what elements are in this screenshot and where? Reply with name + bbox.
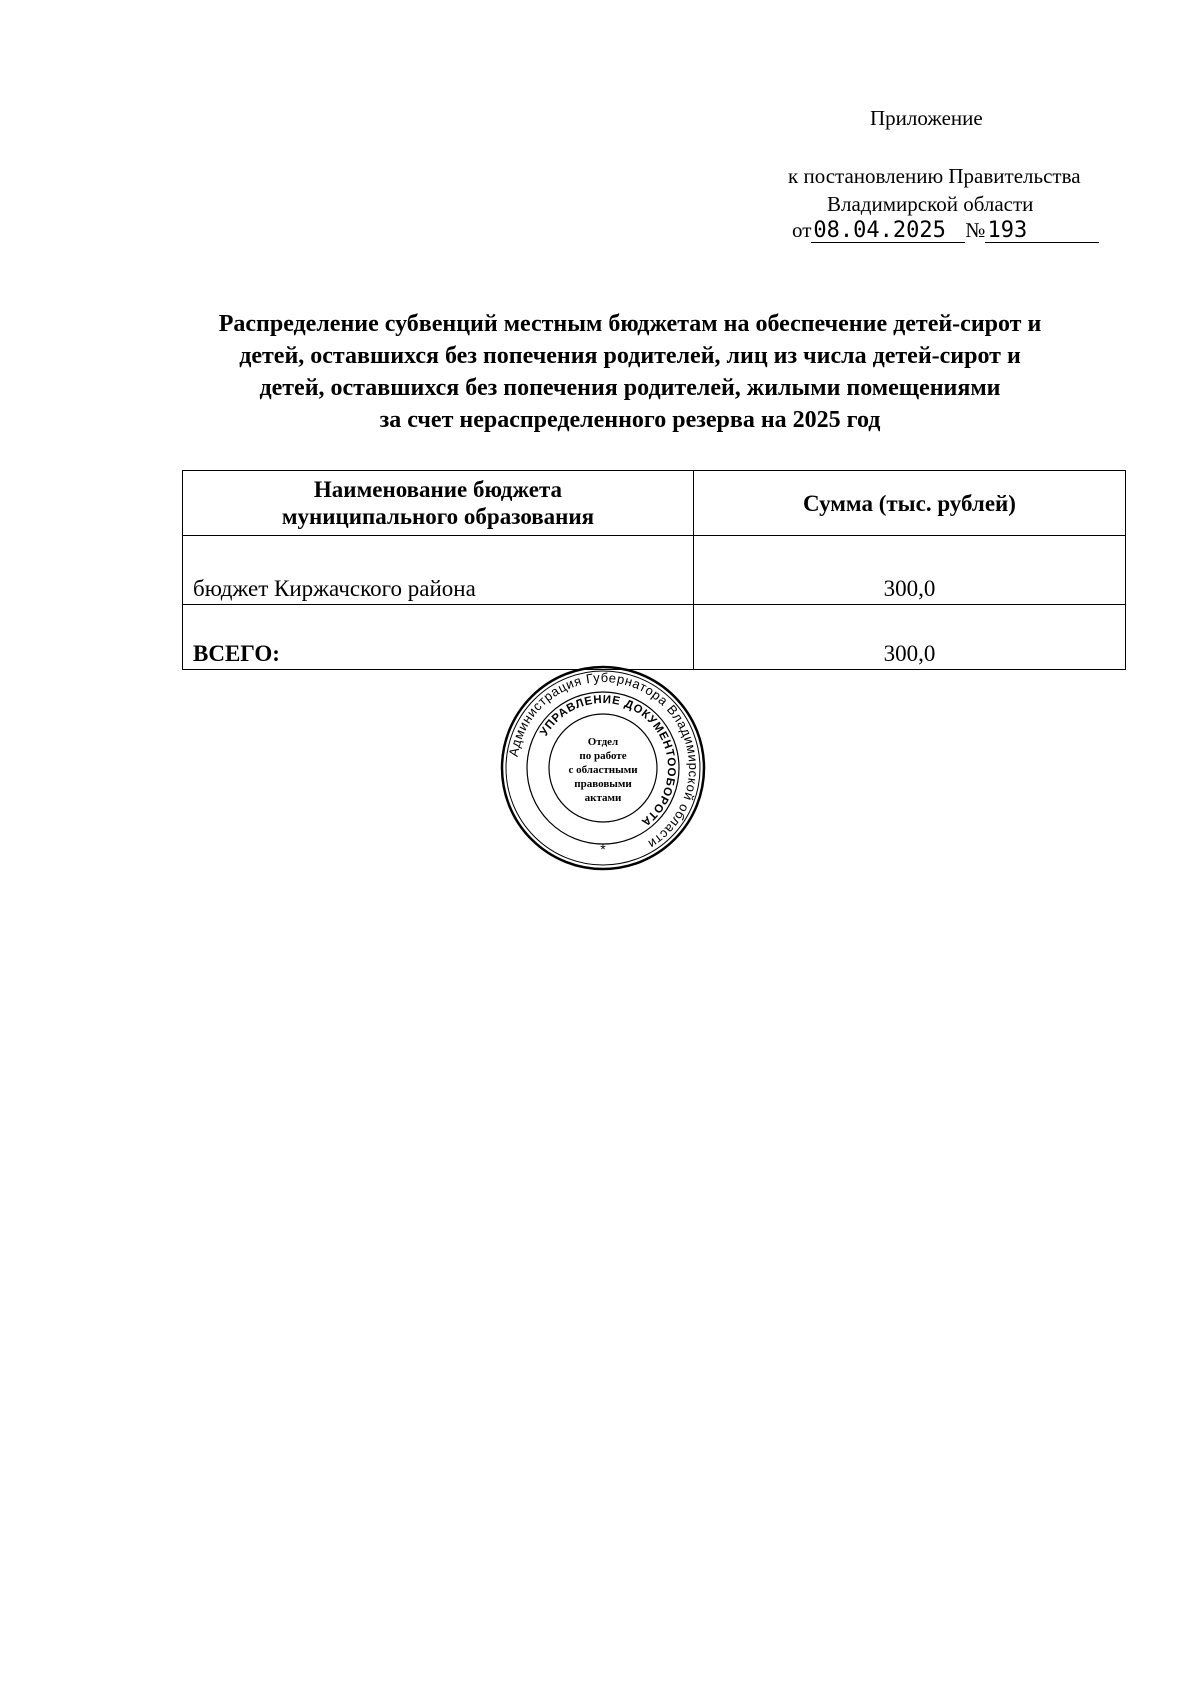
total-label: ВСЕГО: (183, 605, 694, 670)
number-sign: № (965, 218, 986, 242)
title-line: за счет нераспределенного резерва на 2025 год (379, 407, 881, 433)
distribution-table (182, 470, 1126, 670)
resolution-reference: к постановлению Правительства (788, 164, 1081, 188)
title-line: Распределение субвенций местным бюджетам на обеспечение детей-сирот и (218, 311, 1042, 337)
header-budget-name-line: Наименование бюджета (313, 477, 563, 502)
official-seal (500, 665, 706, 871)
seal-graphic (500, 665, 706, 871)
table-header-row (183, 471, 1126, 536)
resolution-number: 193 (985, 220, 1099, 243)
amount-cell: 300,0 (694, 536, 1126, 605)
seal-center-line: Отдел (587, 736, 619, 748)
table-row (183, 536, 1126, 605)
seal-outer-text: Администрация Губернатора Владимирской области (505, 669, 702, 853)
seal-inner-text: УПРАВЛЕНИЕ ДОКУМЕНТООБОРОТА (538, 693, 678, 829)
title-line: детей, оставшихся без попечения родителей, жилыми помещениями (259, 375, 1001, 401)
seal-star-icon: * (600, 841, 606, 857)
budget-name-cell: бюджет Киржачского района (183, 536, 694, 605)
title-line: детей, оставшихся без попечения родителей, лиц из числа детей-сирот и (239, 343, 1021, 369)
total-amount: 300,0 (694, 605, 1126, 670)
document-title (130, 308, 1130, 436)
header-amount: Сумма (тыс. рублей) (694, 471, 1126, 536)
annex-label: Приложение (870, 106, 983, 130)
table-total-row (183, 605, 1126, 670)
header-budget-name-line: муниципального образования (281, 504, 595, 529)
seal-center-line: с областными (568, 764, 638, 776)
seal-center-line: по работе (579, 750, 627, 762)
date-prefix: от (792, 218, 812, 242)
header-budget-name (183, 471, 694, 536)
resolution-date-number (792, 218, 1099, 243)
resolution-date: 08.04.2025 (811, 220, 965, 243)
region-name: Владимирской области (827, 192, 1034, 216)
seal-center-line: правовыми (574, 778, 632, 790)
seal-center-line: актами (584, 792, 622, 804)
